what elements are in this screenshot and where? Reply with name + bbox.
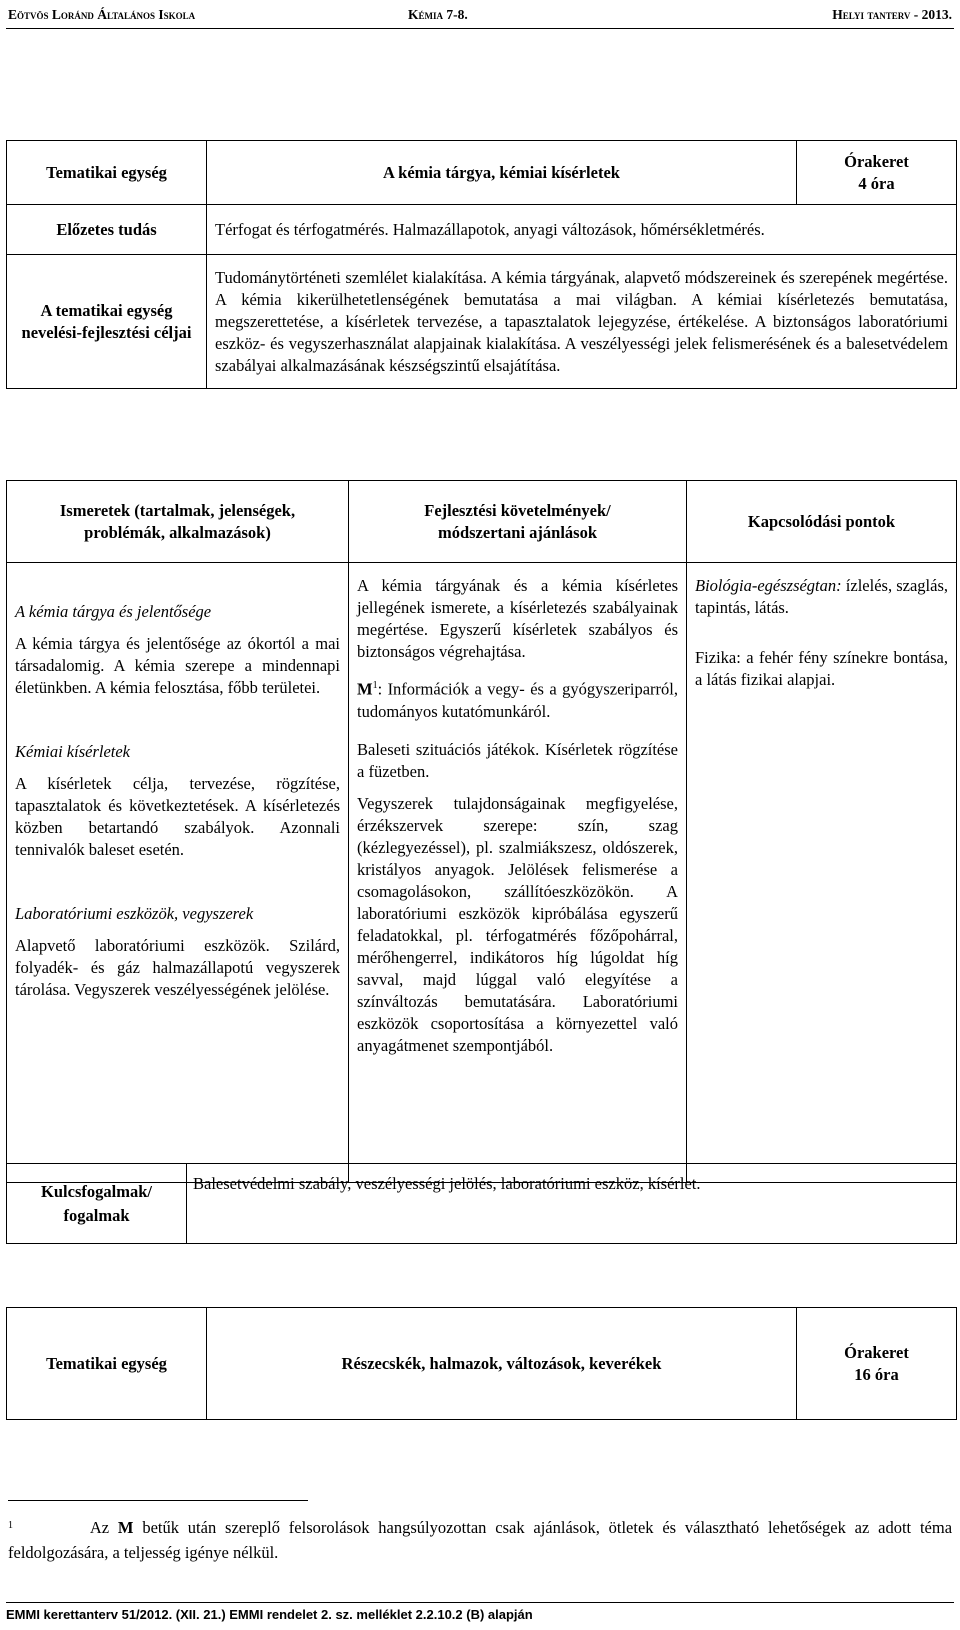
- requirement-1: A kémia tárgyának és a kémia kísérletes jellegének ismerete, a kísérletezés szabályainak megértése. Egyszerű kísérletek szabályos és biztonságos végrehajtása.: [357, 576, 678, 661]
- page-header: [6, 2, 954, 29]
- plan-name: Helyi tanterv - 2013.: [832, 7, 952, 22]
- content-table: [6, 480, 957, 1183]
- unit1-hours: 4 óra: [858, 173, 895, 193]
- section-text-subject: A kémia tárgya és jelentősége az ókortól a mai társadalomig. A kémia szerepe a mindennapi életünkben. A kémia felosztása, főbb területei.: [15, 634, 340, 697]
- requirement-2: $M^1$: Információk a vegy- és a gyógyszeriparról, tudományos kutatómunkáról.: [357, 679, 678, 721]
- prior-knowledge-text: Térfogat és térfogatmérés. Halmazállapotok, anyagi változások, hőmérsékletmérés.: [207, 205, 957, 255]
- unit2-title: Részecskék, halmazok, változások, keverékek: [207, 1308, 797, 1420]
- unit2-hours-label: Órakeret: [844, 1342, 909, 1362]
- footnote-number: 1: [8, 1520, 13, 1531]
- unit1-hours-label: Órakeret: [844, 151, 909, 171]
- footnote-divider: [8, 1500, 308, 1501]
- link-physics-title: Fizika:: [695, 648, 741, 667]
- goals-text: Tudománytörténeti szemlélet kialakítása. A kémia tárgyának, alapvető módszereinek és szerepének megértése. A kémia kikerülhetetlenségének bemutatása a mai világban. A kémiai kísérletezés bemutatása, megszerettetése, a kísérletek tervezése, a tapasztalatok lejegyzése, értékelése. A biztonságos laboratóriumi eszköz- és vegyszerhasználat alapjainak kialakítása. A veszélyességi jelek felismerésének és a balesetvédelem szabályai alkalmazásának készségszintű elsajátítása.: [207, 255, 957, 389]
- unit2-label: Tematikai egység: [7, 1308, 207, 1420]
- col-head-links: Kapcsolódási pontok: [687, 481, 957, 563]
- section-title-experiments: Kémiai kísérletek: [15, 742, 131, 761]
- unit2-hours-cell: [797, 1308, 957, 1420]
- page-footer: EMMI kerettanterv 51/2012. (XII. 21.) EMMI rendelet 2. sz. melléklet 2.2.10.2 (B) alapján: [6, 1602, 954, 1622]
- unit1-label: Tematikai egység: [7, 141, 207, 205]
- keywords-table: [6, 1163, 957, 1244]
- school-name: Eötvös Loránd Általános Iskola: [8, 7, 196, 22]
- section-title-lab: Laboratóriumi eszközök, vegyszerek: [15, 904, 254, 923]
- unit1-title: A kémia tárgya, kémiai kísérletek: [207, 141, 797, 205]
- requirement-3: Baleseti szituációs játékok. Kísérletek rögzítése a füzetben.: [357, 739, 678, 781]
- prior-knowledge-label: Előzetes tudás: [7, 205, 207, 255]
- unit2-hours: 16 óra: [854, 1364, 899, 1384]
- unit1-table: [6, 140, 957, 389]
- keywords-label: Kulcsfogalmak/ fogalmak: [7, 1164, 187, 1244]
- link-biology-title: Biológia-egészségtan:: [695, 576, 842, 595]
- link-physics: Fizika: a fehér fény színekre bontása, a látás fizikai alapjai.: [695, 648, 949, 689]
- subject-name: Kémia 7-8.: [408, 7, 468, 22]
- footnote-ref: 1: [372, 680, 378, 691]
- knowledge-cell: [7, 563, 349, 1183]
- footnote-text: betűk után szereplő felsorolások hangsúlyozottan csak ajánlások, ötletek és választható lehetőségek az adott téma feldolgozására, a teljesség igénye nélkül.: [8, 1518, 953, 1562]
- requirements-cell: [349, 563, 687, 1183]
- unit2-table: [6, 1307, 957, 1420]
- footnote-marker: M: [117, 1518, 134, 1537]
- requirement-4: Vegyszerek tulajdonságainak megfigyelése, érzékszervek szerepe: szín, szag (kézlegyezéssel), pl. szalmiákszesz, oldószerek, kristályos anyagok. Jelölések felismerése a csomagolásokon, szállítóeszközökön. A laboratóriumi eszközök kipróbálása egyszerű feladatokkal, pl. térfogatmérés főzőpohárral, mérőhengerrel, indikátoros híg lúgoldat híg savval, majd lúggal való elegyítése a színváltozás bemutatására. Laboratóriumi eszközök csoportosítása a környezettel való anyagátmenet szempontjából.: [357, 793, 678, 1055]
- unit1-hours-cell: [797, 141, 957, 205]
- keywords-text: Balesetvédelmi szabály, veszélyességi jelölés, laboratóriumi eszköz, kísérlet.: [187, 1164, 957, 1244]
- footnote: $^1$ Az M betűk után szereplő felsorolások hangsúlyozottan csak ajánlások, ötletek és választható lehetőségek az adott téma feldolgozására, a teljesség igénye nélkül.: [8, 1518, 953, 1562]
- col-head-requirements: Fejlesztési követelmények/ módszertani ajánlások: [349, 481, 687, 563]
- links-cell: [687, 563, 957, 1183]
- col-head-knowledge: Ismeretek (tartalmak, jelenségek, problémák, alkalmazások): [7, 481, 349, 563]
- section-text-experiments: A kísérletek célja, tervezése, rögzítése, tapasztalatok és következtetések. A kísérletezés közben betartandó szabályok. Azonnali tennivalók baleset esetén.: [15, 774, 340, 859]
- section-text-lab: Alapvető laboratóriumi eszközök. Szilárd, folyadék- és gáz halmazállapotú vegyszerek tárolása. Vegyszerek veszélyességének jelölése.: [15, 936, 340, 999]
- optional-marker: M: [357, 679, 373, 699]
- goals-label: A tematikai egység nevelési-fejlesztési céljai: [7, 255, 207, 389]
- link-biology: Biológia-egészségtan: ízlelés, szaglás, tapintás, látás.: [695, 576, 948, 617]
- section-title-subject: A kémia tárgya és jelentősége: [15, 602, 212, 621]
